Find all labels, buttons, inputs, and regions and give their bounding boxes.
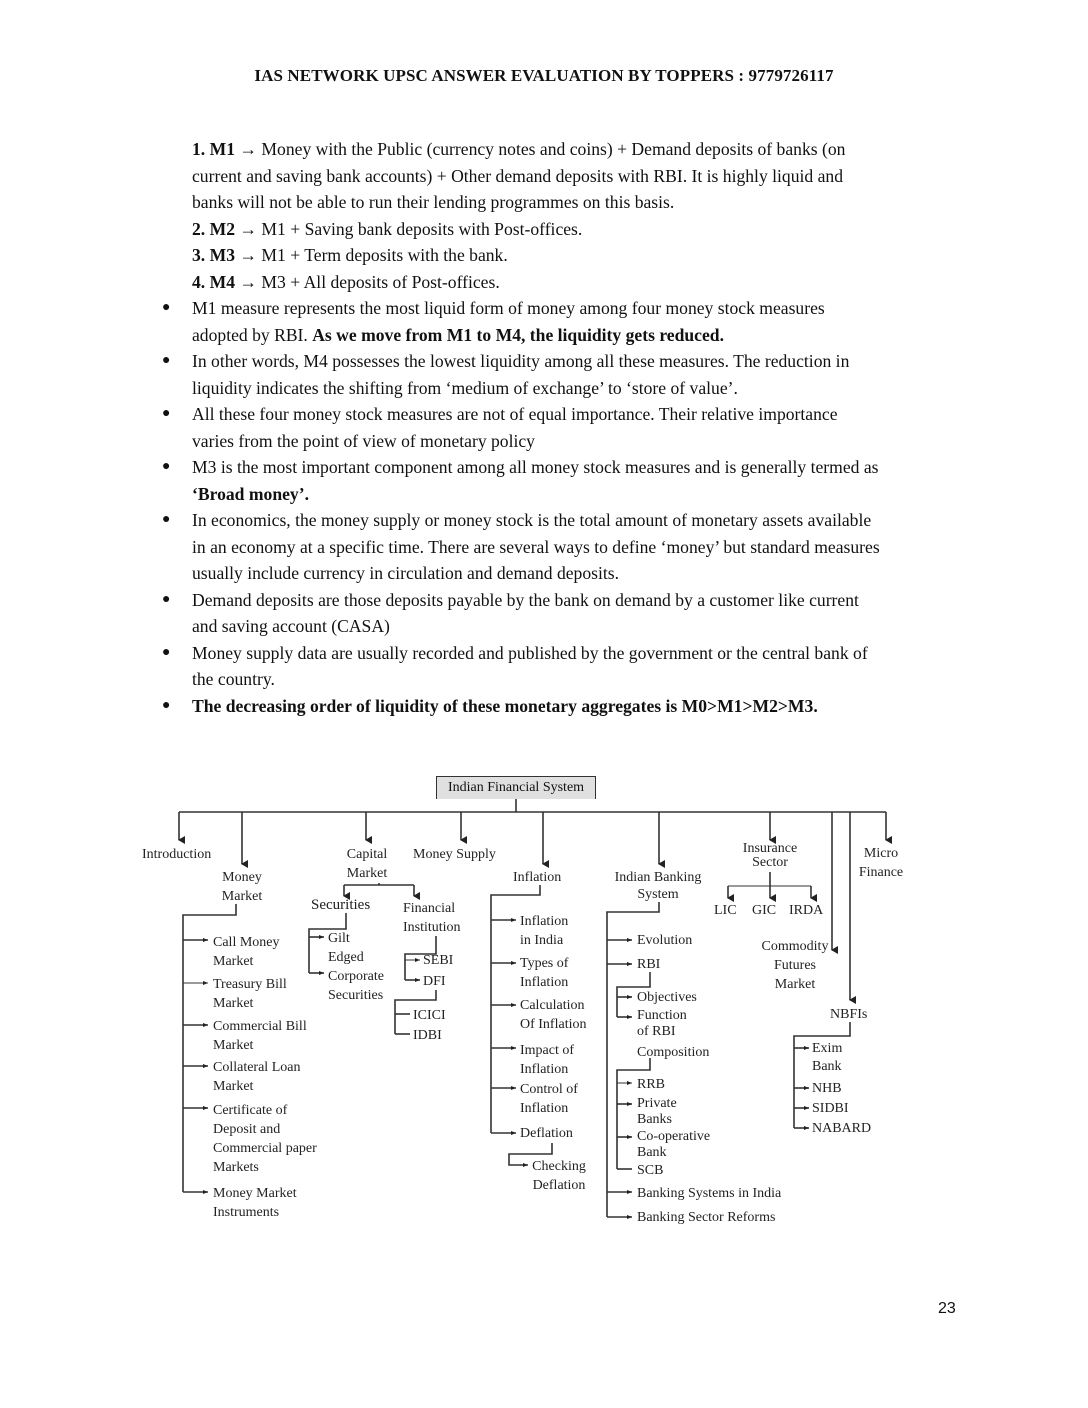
bullet-item: ● The decreasing order of liquidity of these monetary aggregates is M0>M1>M2>M3. — [192, 693, 972, 720]
node-control-of-inflation: Control of Inflation — [520, 1082, 578, 1116]
node-indian-banking-system: Indian Banking System — [614, 870, 702, 902]
m1-line-1: 1. M1 → Money with the Public (currency notes and coins) + Demand deposits of banks (on — [192, 139, 846, 159]
node-gilt-edged: Gilt Edged — [328, 931, 364, 965]
bullet-icon: ● — [162, 644, 171, 660]
bullet-item: ● M3 is the most important component among all money stock measures and is generally termed as ‘Broad money’. — [192, 454, 972, 507]
bullet-item: ● M1 measure represents the most liquid form of money among four money stock measures adopted by RBI. As we move from M1 to M4, the liquidity gets reduced. — [192, 295, 972, 348]
node-icici: ICICI — [413, 1008, 446, 1023]
m3-line: 3. M3 → M1 + Term deposits with the bank. — [192, 245, 508, 265]
bullet-icon: ● — [162, 353, 171, 368]
node-insurance-sector: Insurance Sector — [742, 841, 798, 870]
node-money-supply: Money Supply — [413, 847, 496, 862]
node-nbfis: NBFIs — [830, 1007, 868, 1022]
node-banking-sector-reforms: Banking Sector Reforms — [637, 1210, 776, 1225]
node-sidbi: SIDBI — [812, 1101, 849, 1116]
node-composition: Composition — [637, 1045, 710, 1060]
node-function-of-rbi: Function of RBI — [637, 1008, 687, 1039]
page-header: IAS NETWORK UPSC ANSWER EVALUATION BY TOPPERS : 9779726117 — [254, 66, 834, 85]
node-lic: LIC — [714, 903, 737, 918]
bullet-icon: ● — [162, 406, 171, 421]
node-irda: IRDA — [789, 903, 824, 918]
node-money-market: Money Market — [221, 870, 263, 904]
body-text — [162, 136, 972, 719]
node-nabard: NABARD — [812, 1121, 872, 1136]
node-corporate-securities: Corporate Securities — [328, 969, 384, 1003]
bullet-icon: ● — [162, 459, 171, 474]
node-commodity-futures-market: Commodity Futures Market — [761, 939, 829, 992]
node-micro-finance: Micro Finance — [858, 846, 904, 880]
node-checking-deflation: Checking Deflation — [532, 1159, 586, 1193]
node-gic: GIC — [752, 903, 777, 918]
node-rbi: RBI — [637, 957, 661, 972]
bullet-item: ● In other words, M4 possesses the lowest liquidity among all these measures. The reduction in liquidity indicates the shifting from ‘medium of exchange’ to ‘store of value’. — [192, 348, 972, 401]
node-deflation: Deflation — [520, 1126, 573, 1141]
node-banking-systems-in-india: Banking Systems in India — [637, 1186, 782, 1201]
node-cooperative-bank: Co-operative Bank — [637, 1129, 711, 1160]
m2-line: 2. M2 → M1 + Saving bank deposits with Post-offices. — [192, 218, 583, 239]
m1-line-2: current and saving bank accounts) + Other demand deposits with RBI. It is highly liquid and — [192, 165, 843, 186]
node-inflation: Inflation — [513, 870, 562, 885]
node-commercial-bill-market: Commercial Bill Market — [213, 1019, 307, 1053]
node-calculation-of-inflation: Calculation Of Inflation — [520, 998, 587, 1032]
node-money-market-instruments: Money Market Instruments — [213, 1186, 297, 1220]
node-exim-bank: Exim Bank — [812, 1041, 843, 1074]
bullet-icon: ● — [162, 512, 171, 527]
node-dfi: DFI — [423, 974, 446, 989]
node-inflation-in-india: Inflation in India — [520, 914, 569, 948]
node-sebi: SEBI — [423, 953, 454, 968]
bullet-item: ● All these four money stock measures are not of equal importance. Their relative importance varies from the point of view of monetary policy — [192, 401, 972, 454]
node-evolution: Evolution — [637, 933, 693, 948]
node-impact-of-inflation: Impact of Inflation — [520, 1043, 575, 1077]
node-securities: Securities — [311, 897, 371, 913]
node-certificate-of-deposit: Certificate of Deposit and Commercial paper Markets — [213, 1103, 317, 1175]
node-collateral-loan-market: Collateral Loan Market — [213, 1060, 301, 1094]
bullet-item: ● In economics, the money supply or money stock is the total amount of monetary assets available in an economy at a specific time. There are several ways to define ‘money’ but standard measures usually include currency in circulation and demand deposits. — [192, 507, 972, 587]
node-nhb: NHB — [812, 1081, 842, 1096]
node-call-money-market: Call Money Market — [213, 935, 280, 969]
node-idbi: IDBI — [413, 1028, 442, 1043]
bullet-icon: ● — [162, 697, 171, 713]
page-number: 23 — [938, 1300, 956, 1317]
node-introduction: Introduction — [142, 847, 212, 862]
bullet-item: ● Demand deposits are those deposits payable by the bank on demand by a customer like current and saving account (CASA) — [192, 587, 972, 640]
node-private-banks: Private Banks — [637, 1096, 677, 1127]
node-treasury-bill-market: Treasury Bill Market — [213, 977, 287, 1011]
node-types-of-inflation: Types of Inflation — [520, 956, 569, 990]
m1-line-3: banks will not be able to run their lending programmes on this basis. — [192, 192, 675, 212]
bullet-icon: ● — [162, 591, 171, 607]
bullet-icon: ● — [162, 300, 171, 315]
m4-line: 4. M4 → M3 + All deposits of Post-offices. — [192, 271, 500, 292]
node-objectives: Objectives — [637, 990, 697, 1005]
diagram-root-node: Indian Financial System — [436, 776, 596, 799]
bullet-item: ● Money supply data are usually recorded and published by the government or the central bank of the country. — [192, 640, 972, 693]
node-financial-institution: Financial Institution — [403, 901, 461, 935]
node-rrb: RRB — [637, 1077, 666, 1092]
node-scb: SCB — [637, 1163, 664, 1178]
node-capital-market: Capital Market — [346, 847, 388, 881]
